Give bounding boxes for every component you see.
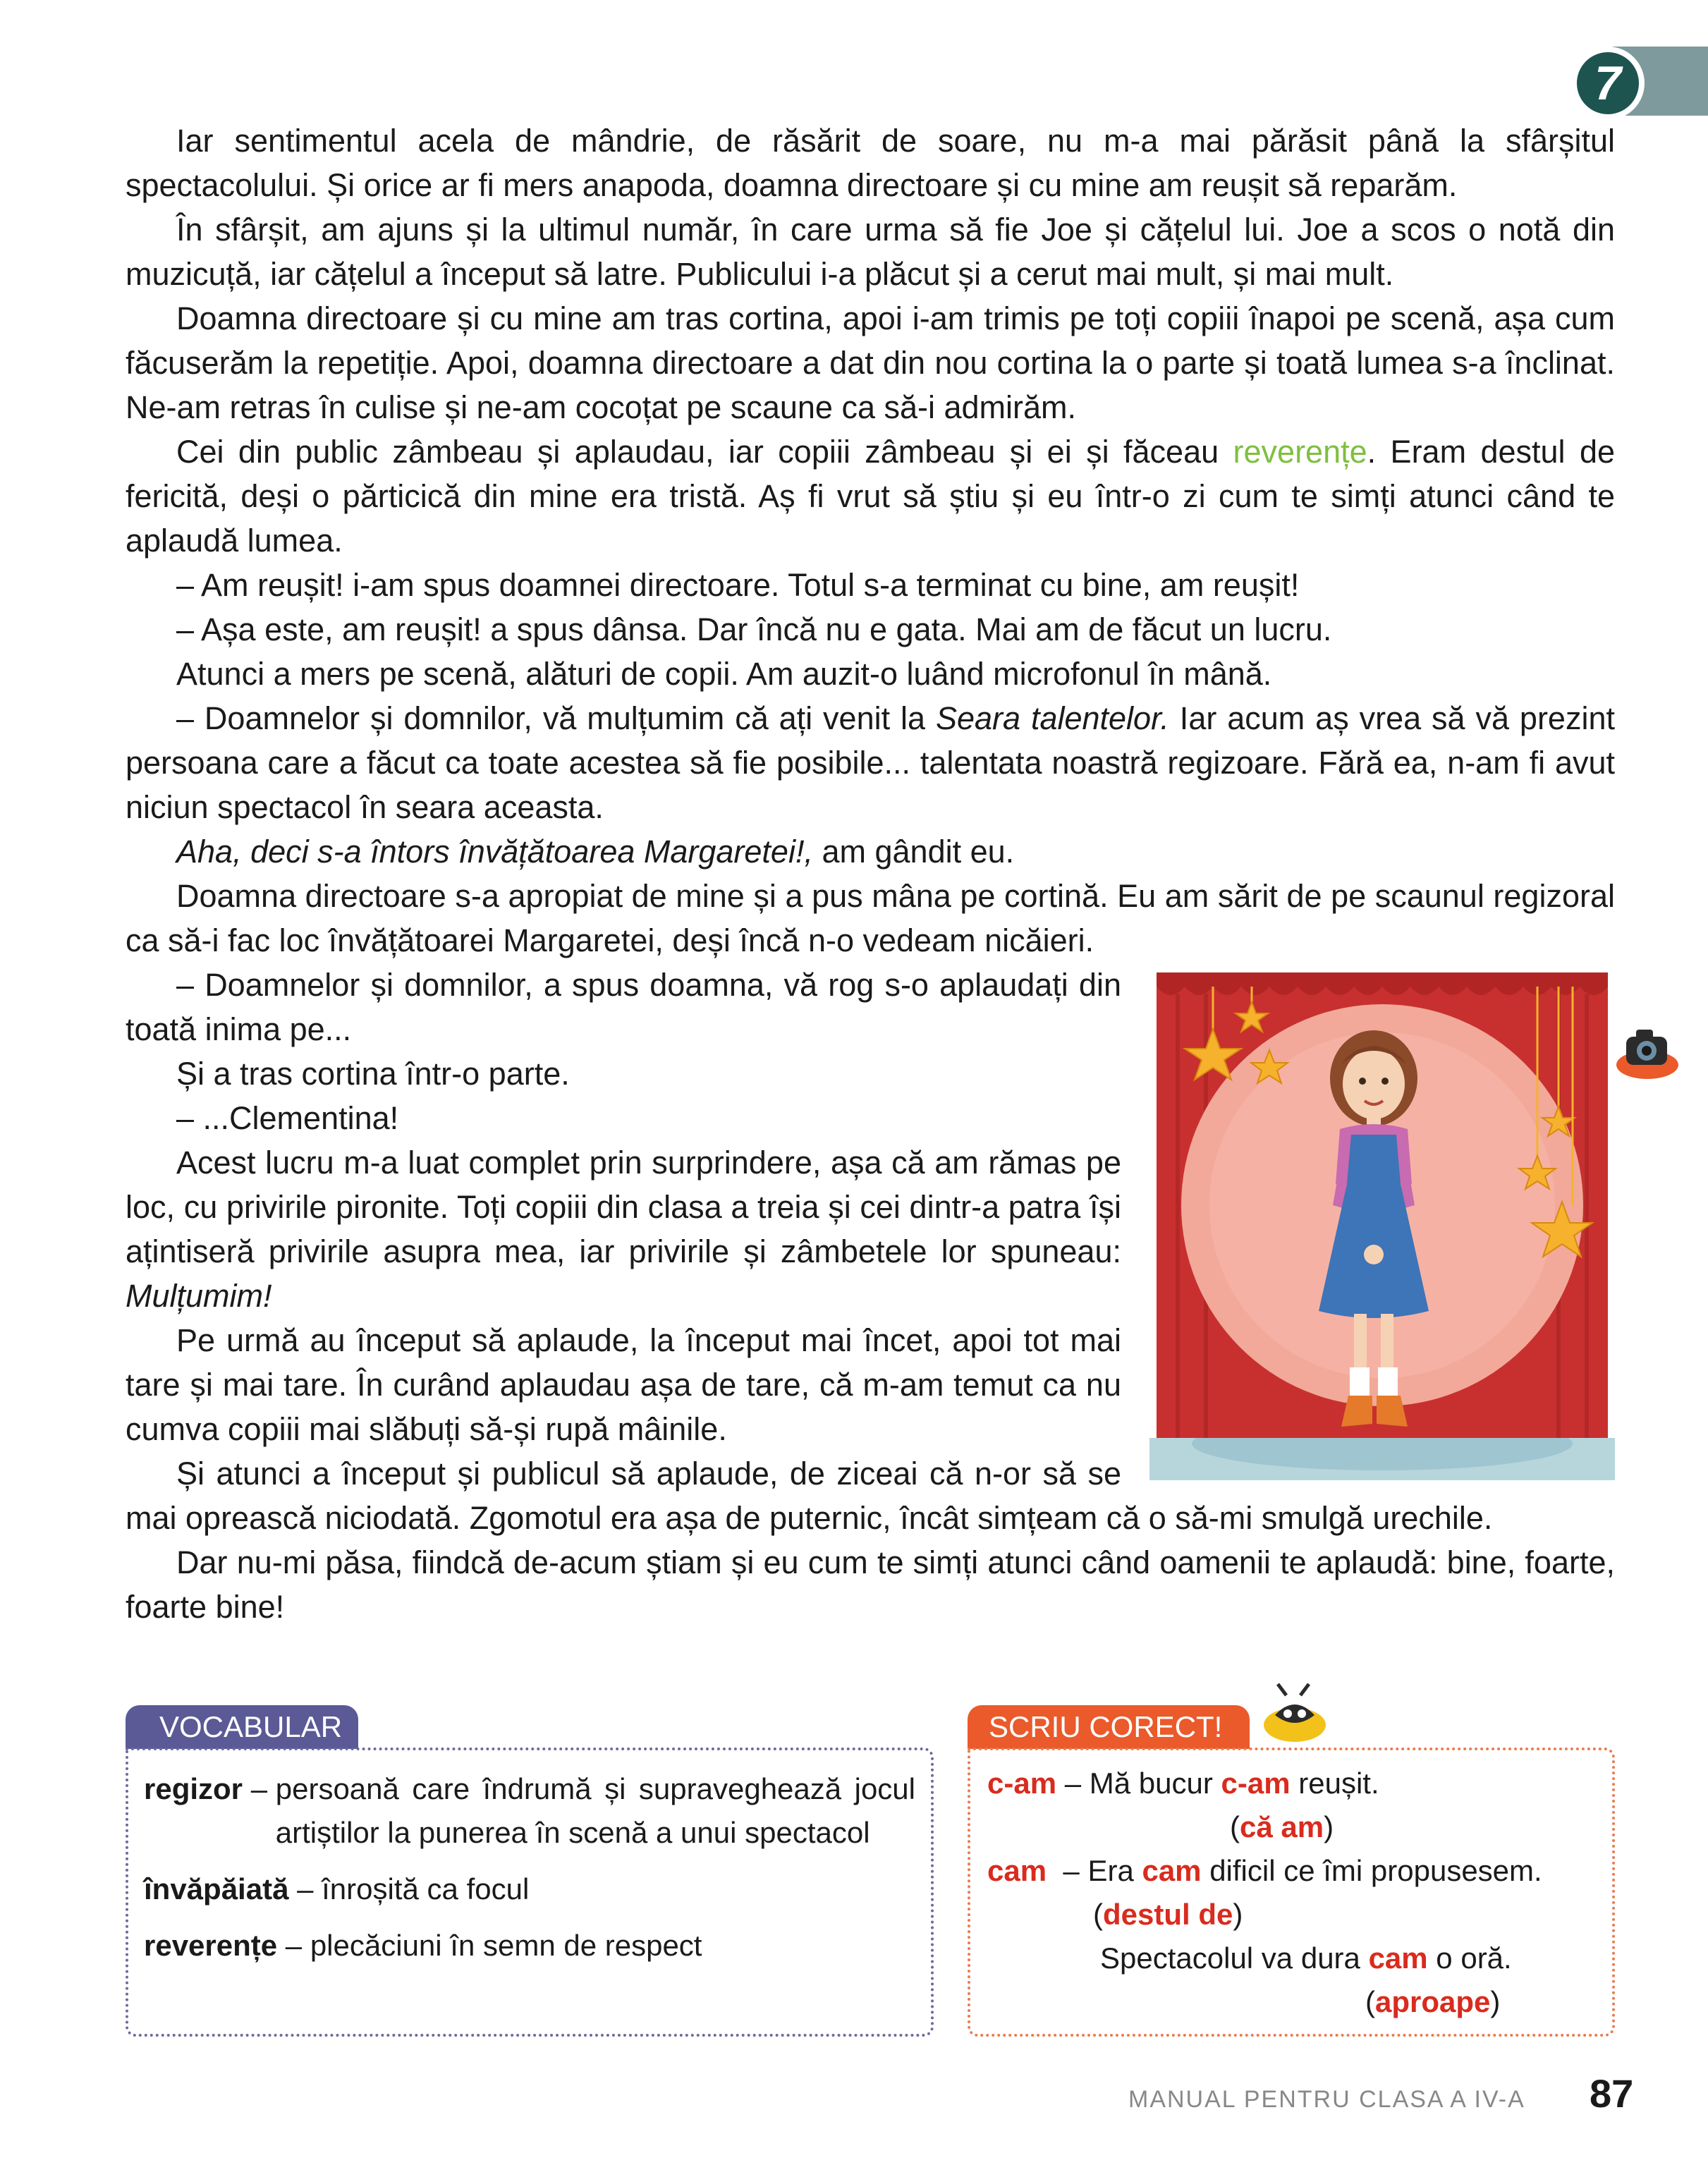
paragraph: Doamna directoare s-a apropiat de mine și a pus mâna pe cortină. Eu am sărit de pe scaunul regizoral ca să-i fac loc învățătoarei Margaretei, deși încă n-o vedeam nicăieri.: [126, 878, 1615, 958]
scriu-corect-title: SCRIU CORECT!: [968, 1705, 1250, 1749]
spelling-row: c-am – Mă bucur c-am reușit.: [987, 1767, 1379, 1800]
spelling-explanation: (aproape): [1365, 1985, 1501, 2018]
paragraph: Și atunci a început și publicul să aplaude, de ziceai că n-or să se mai oprească niciodată. Zgomotul era așa de puternic, încât simțeam că o să-mi smulgă urechile.: [126, 1456, 1493, 1536]
paragraph: Doamna directoare și cu mine am tras cortina, apoi i-am trimis pe toți copiii înapoi pe scenă, așa cum făcuserăm la repetiție. Apoi, doamna directoare a dat din nou cortina la o parte și toată lumea s-a înclinat. Ne-am retras în culise și ne-am cocoțat pe scaune ca să-i admirăm.: [126, 300, 1615, 425]
vocab-term: regizor: [144, 1772, 243, 1805]
paragraph: Pe urmă au început să aplaude, la început mai încet, apoi tot mai tare și mai tare. În curând aplaudau așa de tare, că m-am temut ca nu cumva copiii mai slăbuți să-și rupă mâinile.: [126, 1322, 1121, 1447]
paragraph: Acest lucru m-a luat complet prin surprindere, așa că am rămas pe loc, cu privirile pironite. Toți copiii din clasa a treia și cei dintr-a patra își ațintiseră privirile asupra mea, iar privirile și zâmbetele lor spuneau: Mulțumim!: [126, 1145, 1121, 1314]
scriu-corect-box: [968, 1748, 1615, 2037]
spelling-explanation: (destul de): [1093, 1898, 1243, 1931]
paragraph: – Doamnelor și domnilor, vă mulțumim că ați venit la Seara talentelor. Iar acum aș vrea să vă prezint persoana care a făcut ca toate acestea să fie posibile... talentata noastră regizoare. Fără ea, n-am fi avut niciun spectacol în seara aceasta.: [126, 700, 1615, 825]
camera-icon: [1615, 1023, 1680, 1080]
paragraph: În sfârșit, am ajuns și la ultimul număr, în care urma să fie Joe și cățelul lui. Joe a scos o notă din muzicuță, iar cățelul a început să latre. Publicului i-a plăcut și a cerut mai mult, și mai mult.: [126, 212, 1615, 292]
vocab-term: învăpăiată: [144, 1872, 289, 1905]
vocab-term: reverențe: [144, 1929, 278, 1962]
paragraph: Și a tras cortina într-o parte.: [176, 1056, 570, 1092]
page-number: 87: [1590, 2071, 1634, 2116]
vocabular-box: [126, 1748, 934, 2037]
story-text: [126, 118, 1615, 1629]
spelling-word: cam: [987, 1854, 1047, 1887]
highlight-word: reverențe: [1233, 434, 1367, 470]
vocab-definition: plecăciuni în semn de respect: [310, 1929, 702, 1962]
paragraph: – Doamnelor și domnilor, a spus doamna, vă rog s-o aplaudați din toată inima pe...: [126, 967, 1121, 1047]
paragraph: Aha, deci s-a întors învățătoarea Margaretei!, am gândit eu.: [176, 834, 1015, 870]
spelling-explanation: (că am): [1230, 1810, 1334, 1843]
spelling-row: Spectacolul va dura cam o oră.: [1100, 1941, 1512, 1975]
footer-label: MANUAL PENTRU CLASA A IV-A: [1128, 2086, 1525, 2113]
spelling-word: c-am: [987, 1767, 1057, 1800]
vocab-entry: învăpăiată – înroșită ca focul: [144, 1867, 915, 1911]
chapter-number: 7: [1571, 47, 1645, 120]
pencil-bug-icon: [1259, 1681, 1327, 1745]
spelling-row: cam – Era cam dificil ce îmi propusesem.: [987, 1854, 1542, 1887]
paragraph: – ...Clementina!: [176, 1100, 399, 1136]
paragraph: Atunci a mers pe scenă, alături de copii. Am auzit-o luând microfonul în mână.: [176, 656, 1272, 692]
stage-illustration: [1149, 972, 1615, 1480]
paragraph: Cei din public zâmbeau și aplaudau, iar copiii zâmbeau și ei și făceau reverențe. Eram destul de fericită, deși o părticică din mine era tristă. Aș fi vrut să știu și eu într-o zi cum te simți atunci când te aplaudă lumea.: [126, 434, 1616, 559]
paragraph: Dar nu-mi păsa, fiindcă de-acum știam și eu cum te simți atunci când oamenii te aplaudă: bine, foarte, foarte bine!: [126, 1544, 1615, 1625]
vocab-definition: înroșită ca focul: [322, 1872, 530, 1905]
paragraph: Iar sentimentul acela de mândrie, de răsărit de soare, nu m-a mai părăsit până la sfârșitul spectacolului. Și orice ar fi mers anapoda, doamna directoare și cu mine am reușit să reparăm.: [126, 123, 1615, 203]
paragraph: – Am reușit! i-am spus doamnei directoare. Totul s-a terminat cu bine, am reușit!: [176, 567, 1300, 603]
paragraph: – Așa este, am reușit! a spus dânsa. Dar încă nu e gata. Mai am de făcut un lucru.: [176, 611, 1332, 647]
vocab-entry: reverențe – plecăciuni în semn de respect: [144, 1924, 915, 1968]
vocab-entry: regizor – persoană care îndrumă și supraveghează jocul artiștilor la punerea în scenă a unui spectacol: [144, 1767, 915, 1855]
vocab-definition: persoană care îndrumă și supraveghează jocul artiștilor la punerea în scenă a unui spectacol: [275, 1772, 915, 1849]
vocabular-title: VOCABULAR: [126, 1705, 358, 1749]
